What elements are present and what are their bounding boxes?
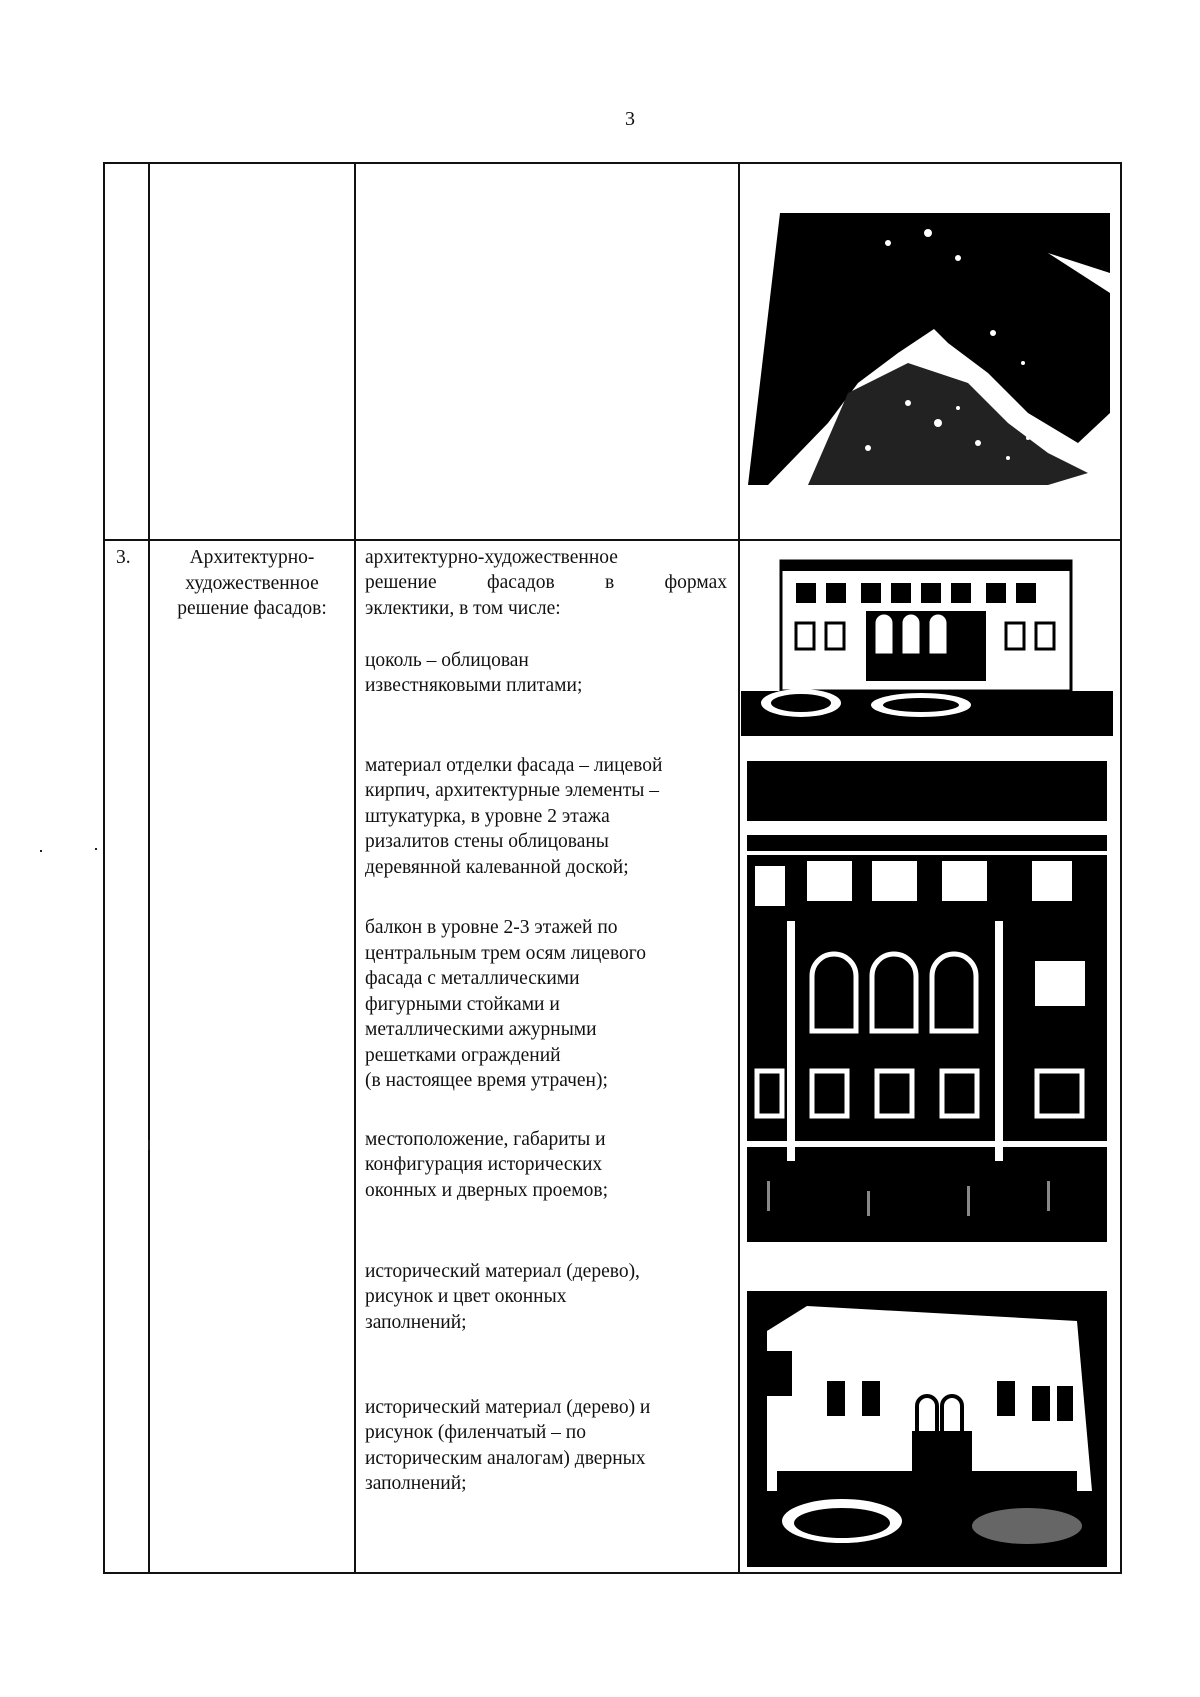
description-line: ризалитов стены облицованы [365, 831, 609, 852]
table-column-divider-2 [354, 162, 356, 1574]
description-line: эклектики, в том числе: [365, 598, 561, 619]
description-line: фигурными стойками и [365, 994, 560, 1015]
table-border-left [103, 162, 105, 1574]
description-line: цоколь – облицован [365, 650, 529, 671]
description-line: (в настоящее время утрачен); [365, 1070, 608, 1091]
description-line: историческим аналогам) дверных [365, 1448, 646, 1469]
description-line: металлическими ажурными [365, 1019, 597, 1040]
description-line: центральным трем осям лицевого [365, 943, 647, 964]
description-line: архитектурно-художественное [365, 547, 618, 568]
description-line: заполнений; [365, 1473, 467, 1494]
scan-artifact [95, 848, 97, 850]
central-risalit-photo [747, 761, 1107, 1242]
building-perspective-photo [747, 1291, 1107, 1567]
table-column-divider-1 [148, 162, 150, 1574]
scan-artifact [148, 1140, 150, 1150]
description-line: фасада с металлическими [365, 968, 580, 989]
table-column-divider-3 [738, 162, 740, 1574]
description-line: исторический материал (дерево) и [365, 1397, 651, 1418]
table-border-right [1120, 162, 1122, 1574]
description-line: решетками ограждений [365, 1045, 561, 1066]
description-line: кирпич, архитектурные элементы – [365, 780, 659, 801]
table-border-top [103, 162, 1122, 164]
description-line: деревянной калеванной доской; [365, 857, 629, 878]
page-number: 3 [625, 108, 635, 130]
facade-detail-photo [748, 213, 1110, 485]
description-line: рисунок и цвет оконных [365, 1286, 567, 1307]
table-row-divider [103, 539, 1122, 541]
description-line: местоположение, габариты и [365, 1129, 606, 1150]
description-line: заполнений; [365, 1312, 467, 1333]
description-line: исторический материал (дерево), [365, 1261, 640, 1282]
description-line: материал отделки фасада – лицевой [365, 755, 663, 776]
description-line: балкон в уровне 2-3 этажей по [365, 917, 618, 938]
description-line: оконных и дверных проемов; [365, 1180, 609, 1201]
description-line: известняковыми плитами; [365, 675, 583, 696]
description-line: конфигурация исторических [365, 1154, 603, 1175]
row-number: 3. [116, 547, 131, 568]
scan-artifact [40, 850, 42, 852]
facade-overview-photo [741, 543, 1113, 736]
description-line: штукатурка, в уровне 2 этажа [365, 806, 610, 827]
description-line: рисунок (филенчатый – по [365, 1422, 586, 1443]
row-label: Архитектурно-художественное решение фасадов: [177, 547, 327, 619]
description-line: решение фасадов в формах [365, 572, 727, 593]
table-border-bottom [103, 1572, 1122, 1574]
